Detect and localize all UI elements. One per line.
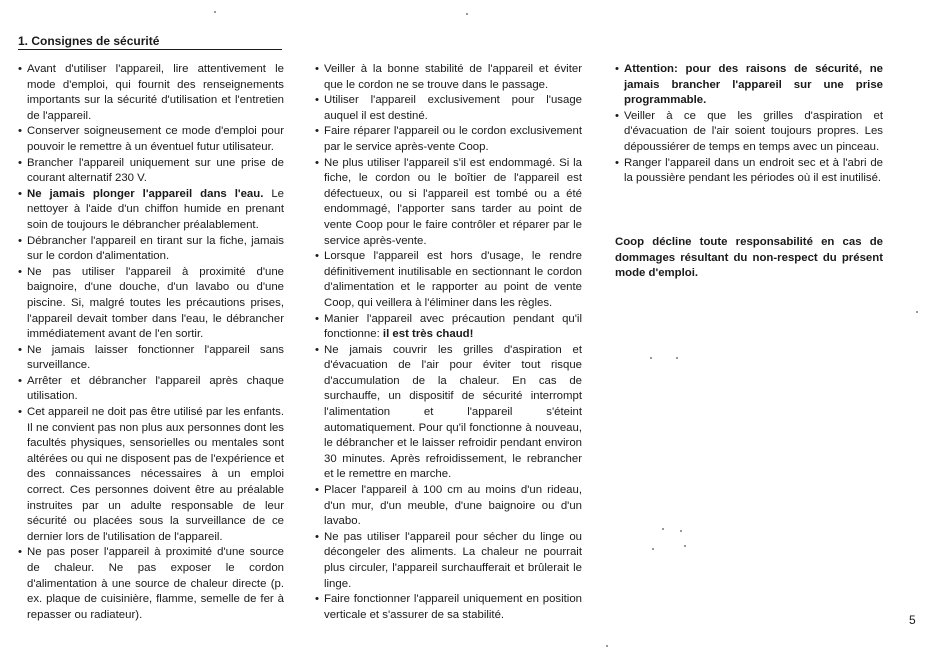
list-item: • Ne pas utiliser l'appareil à proximité d'une baignoire, d'une douche, d'un lavabo ou d'une piscine. Si, malgré toutes les précautions prises, l'appareil devait tomber dans l'eau, le débrancher immédiatement avant de l'en sortir.	[18, 265, 284, 343]
list-item: • Placer l'appareil à 100 cm au moins d'un rideau, d'un mur, d'un meuble, d'une baignoire ou d'un lavabo.	[315, 483, 582, 530]
scan-speck	[680, 530, 682, 532]
list-item: • Lorsque l'appareil est hors d'usage, le rendre définitivement inutilisable en sectionnant le cordon d'alimentation et le rapporter au point de vente Coop, qui veillera à l'éliminer dans les règles.	[315, 249, 582, 311]
list-item: • Ne jamais plonger l'appareil dans l'eau. Le nettoyer à l'aide d'un chiffon humide en prenant soin de toujours le débrancher préalablement.	[18, 187, 284, 234]
bold-warning: Ne jamais plonger l'appareil dans l'eau.	[27, 187, 264, 200]
list-item: • Veiller à ce que les grilles d'aspiration et d'évacuation de l'air soient toujours propres. Les dépoussiérer de temps en temps avec un pinceau.	[615, 109, 883, 156]
list-item: • Avant d'utiliser l'appareil, lire attentivement le mode d'emploi, qui fournit des renseignements importants sur la sécurité d'utilisation et l'entretien de l'appareil.	[18, 62, 284, 124]
bold-warning: Attention: pour des raisons de sécurité, ne jamais brancher l'appareil sur une prise programmable.	[624, 63, 883, 107]
safety-list-column-3	[615, 62, 883, 187]
scan-speck	[676, 357, 678, 359]
scan-speck	[466, 13, 468, 15]
section-heading: 1. Consignes de sécurité	[18, 34, 282, 50]
list-item: • Cet appareil ne doit pas être utilisé par les enfants. Il ne convient pas non plus aux personnes dont les facultés physiques, sensorielles ou mentales sont altérées ou qui ne disposent pas de l'expérience et des connaissances nécessaires à un emploi correct. Ces personnes doivent être au préalable instruites par un adulte responsable de leur sécurité ou placées sous la surveillance de ce dernier lors de l'utilisation de l'appareil.	[18, 405, 284, 545]
scan-speck	[916, 311, 918, 313]
list-item: • Faire réparer l'appareil ou le cordon exclusivement par le service après-vente Coop.	[315, 124, 582, 155]
list-item: • Brancher l'appareil uniquement sur une prise de courant alternatif 230 V.	[18, 156, 284, 187]
list-item: • Ne pas poser l'appareil à proximité d'une source de chaleur. Ne pas exposer le cordon d'alimentation à une source de chaleur directe (p. ex. plaque de cuisinière, flamme, semelle de fer à repasser ou radiateur).	[18, 545, 284, 623]
list-item: • Manier l'appareil avec précaution pendant qu'il fonctionne: il est très chaud!	[315, 312, 582, 343]
list-item: • Veiller à la bonne stabilité de l'appareil et éviter que le cordon ne se trouve dans le passage.	[315, 62, 582, 93]
scan-speck	[214, 11, 216, 13]
safety-list-column-1	[18, 62, 284, 623]
liability-disclaimer: Coop décline toute responsabilité en cas de dommages résultant du non-respect du présent mode d'emploi.	[615, 236, 883, 280]
list-item: • Ranger l'appareil dans un endroit sec et à l'abri de la poussière pendant les périodes où il est inutilisé.	[615, 156, 883, 187]
list-item: • Ne jamais couvrir les grilles d'aspiration et d'évacuation de l'air pour éviter tout risque d'accumulation de la chaleur. En cas de surchauffe, un dispositif de sécurité interrompt l'alimentation et l'appareil s'éteint automatiquement. Pour qu'il fonctionne à nouveau, le débrancher et le laisser refroidir pendant environ 30 minutes. Après refroidissement, le rebrancher et le remettre en marche.	[315, 343, 582, 483]
page-number: 5	[909, 613, 916, 627]
list-item: • Ne plus utiliser l'appareil s'il est endommagé. Si la fiche, le cordon ou le boîtier de l'appareil est défectueux, ou si l'appareil est tombé ou a été endommagé, l'apporter sans tarder au point de vente Coop pour le faire contrôler et réparer par le service après-vente.	[315, 156, 582, 250]
bold-warning: il est très chaud!	[382, 328, 474, 341]
list-item: • Arrêter et débrancher l'appareil après chaque utilisation.	[18, 374, 284, 405]
list-item: • Débrancher l'appareil en tirant sur la fiche, jamais sur le cordon d'alimentation.	[18, 234, 284, 265]
list-item	[615, 62, 883, 109]
scan-speck	[652, 548, 654, 550]
scan-speck	[606, 645, 608, 647]
list-item: • Utiliser l'appareil exclusivement pour l'usage auquel il est destiné.	[315, 93, 582, 124]
list-item: • Faire fonctionner l'appareil uniquement en position verticale et s'assurer de sa stabilité.	[315, 592, 582, 623]
list-item: • Conserver soigneusement ce mode d'emploi pour pouvoir le remettre à un éventuel futur utilisateur.	[18, 124, 284, 155]
scan-speck	[684, 545, 686, 547]
safety-list-column-2	[315, 62, 582, 623]
scan-speck	[662, 528, 664, 530]
list-item: • Ne jamais laisser fonctionner l'appareil sans surveillance.	[18, 343, 284, 374]
scan-speck	[650, 357, 652, 359]
list-item: • Ne pas utiliser l'appareil pour sécher du linge ou décongeler des aliments. La chaleur ne pourrait plus circuler, l'appareil surchaufferait et brûlerait le linge.	[315, 530, 582, 592]
